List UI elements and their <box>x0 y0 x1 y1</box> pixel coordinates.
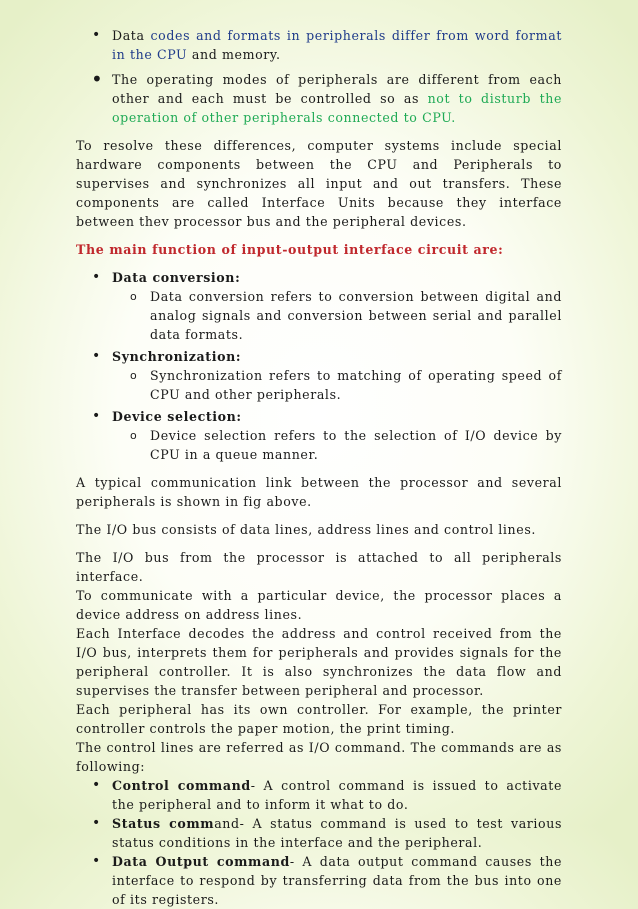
paragraph-resolve: To resolve these differences, computer systems include special hardware components between the CPU and Peripherals to supervises and synchronizes all input and out transfers. These components are called Interface Units because they interface between thev processor bus and the peripheral devices. <box>76 138 562 229</box>
command-text: - A data output command causes the interface to respond by transferring data from the bus into one of its registers. <box>112 854 562 907</box>
command-title: Status comm <box>112 816 215 831</box>
paragraph-decode: Each Interface decodes the address and control received from the I/O bus, interprets them for peripherals and provides signals for the peripheral controller. It is also synchronizes the data flow and supervises the transfer between peripheral and processor. <box>76 626 562 698</box>
list-item <box>76 776 562 814</box>
command-text: and- A status command is used to test various status conditions in the interface and the peripheral. <box>112 816 563 850</box>
function-title: Data conversion: <box>112 270 241 285</box>
bullet-text: Data <box>112 28 151 43</box>
bullet-text: and memory. <box>187 47 281 62</box>
paragraph-communicate: To communicate with a particular device, the processor places a device address on address lines. <box>76 588 562 622</box>
list-item <box>76 26 562 64</box>
sub-list <box>76 426 562 464</box>
sub-list-item: o Synchronization refers to matching of operating speed of CPU and other peripherals. <box>112 366 562 404</box>
command-list <box>76 776 562 909</box>
section-heading: The main function of input-output interface circuit are: <box>76 242 504 257</box>
paragraph-typical: A typical communication link between the processor and several peripherals is shown in fig above. <box>76 475 562 509</box>
function-title: Synchronization: <box>112 349 242 364</box>
paragraph-controller: Each peripheral has its own controller. For example, the printer controller controls the paper motion, the print timing. <box>76 702 562 736</box>
list-item <box>76 407 562 464</box>
command-text: - A control command is issued to activate the peripheral and to inform it what to do. <box>112 778 562 812</box>
bullet-text: The operating modes of peripherals are different from each other and each must be controlled so as <box>112 72 562 106</box>
list-item <box>76 852 562 909</box>
highlighted-text-blue: codes and formats in peripherals differ from word format in the CPU <box>112 28 562 62</box>
list-item <box>76 347 562 404</box>
top-bullet-list <box>76 26 562 127</box>
highlighted-text-green: not to disturb the operation of other peripherals connected to CPU. <box>112 91 562 125</box>
list-item <box>76 70 562 127</box>
sub-list-item: o Data conversion refers to conversion between digital and analog signals and conversion between serial and parallel data formats. <box>112 287 562 344</box>
sub-list-item: o Device selection refers to the selection of I/O device by CPU in a queue manner. <box>112 426 562 464</box>
sub-list <box>76 287 562 344</box>
command-title: Control command <box>112 778 251 793</box>
paragraph-commands: The control lines are referred as I/O command. The commands are as following: <box>76 740 562 774</box>
paragraph-attached: The I/O bus from the processor is attached to all peripherals interface. <box>76 550 562 584</box>
command-title: Data Output command <box>112 854 290 869</box>
paragraph-bus: The I/O bus consists of data lines, address lines and control lines. <box>76 522 536 537</box>
list-item <box>76 268 562 344</box>
sub-list <box>76 366 562 404</box>
list-item <box>76 814 562 852</box>
function-title: Device selection: <box>112 409 242 424</box>
function-list <box>76 268 562 464</box>
